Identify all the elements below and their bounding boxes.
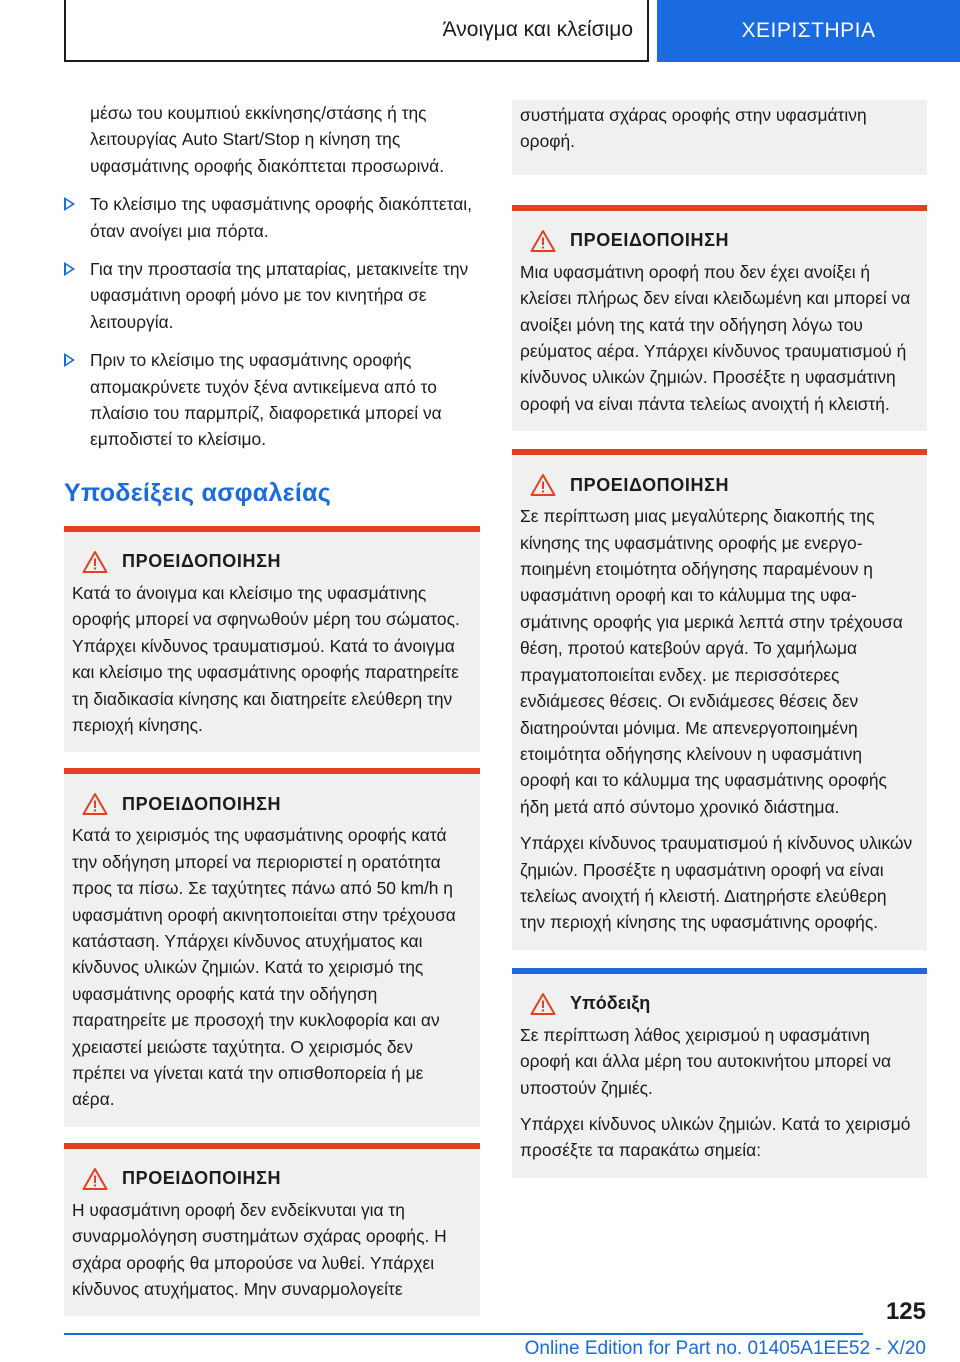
hint-triangle-icon [530, 992, 556, 1016]
header-chapter-tab[interactable] [657, 0, 960, 62]
list-item [64, 191, 480, 244]
warning-text: Η υφασμάτινη οροφή δεν ενδείκνυται για τη συναρμολόγηση συστημάτων σχάρας οροφής. Η σχάρα οροφής θα μπορούσε να λυθεί. Υπάρχει κίνδυνος ατυχήματος. Μην συναρμολογείτε [72, 1199, 447, 1299]
warning-continuation [512, 100, 927, 175]
warning-title: ΠΡΟΕΙΔΟΠΟΙΗΣΗ [122, 1168, 282, 1189]
warning-text: συστήματα σχάρας οροφής στην υφασμάτινη οροφή. [520, 105, 867, 152]
footer-divider [64, 1333, 863, 1335]
warning-triangle-icon [530, 473, 556, 497]
intro-paragraph: μέσω του κουμπιού εκκίνησης/στάσης ή της λειτουργίας Auto Start/Stop η κίνηση της υφασμάτινης οροφής διακόπτεται προσωρινά. [90, 103, 445, 176]
hint-header [520, 992, 915, 1016]
warning-box [512, 449, 927, 950]
warning-header [72, 792, 468, 816]
header-section-label: Άνοιγμα και κλείσιμο [442, 18, 633, 41]
warning-box [64, 526, 480, 752]
bullet-triangle-icon [64, 353, 75, 367]
warning-text: Κατά το χειρισμός της υφασμάτινης οροφής κατά την οδήγηση μπορεί να περιοριστεί η ορατότητα προς τα πίσω. Σε ταχύτητες πάνω από 50 km/h η υφασμάτινη οροφή ακινητοποιείται στην τρέχουσα κατάσταση. Υπάρχει κίνδυνος ατυχήματος και κίνδυνος υλικών ζημιών. Κατά το χειρισμό της υφασμάτινης οροφής κατά την οδήγηση παρατηρείτε με προσοχή την κυκλοφορία και αν χρειαστεί μειώστε ταχύτητα. Ο χειρισμός δεν πρέπει να γίνεται κατά την οπισθοπορεία ή με αέρα. [72, 825, 456, 1110]
hint-text: Υπάρχει κίνδυνος υλικών ζημιών. Κατά το χειρισμό προσέξτε τα παρακάτω σημεία: [520, 1113, 911, 1161]
warning-title: ΠΡΟΕΙΔΟΠΟΙΗΣΗ [122, 551, 282, 572]
warning-triangle-icon [82, 550, 108, 574]
warning-title: ΠΡΟΕΙΔΟΠΟΙΗΣΗ [122, 793, 282, 814]
warning-text: Σε περίπτωση μιας μεγαλύτερης διακοπής της κίνησης της υφασμάτινης οροφής με ενεργοποιημένη ετοιμότητα οδήγησης παραμένουν η υφασμάτινη οροφή και το κάλυμμα της υφασμάτινης οροφής για μερικά λεπτά στην τρέχουσα θέση, προτού κατεβούν αργά. Το χαμήλωμα πραγματοποιείται ενδεχ. με περισσότερες ενδιάμεσες θέσεις. Οι ενδιάμεσες θέσεις δεν διατηρούνται μόνιμα. Με απενεργοποιημένη ετοιμότητα οδήγησης κλείνουν η υφασμάτινη οροφή και το κάλυμμα της υφασμάτινης οροφής ήδη μετά από σύντομο χρονικό διάστημα. [520, 506, 903, 817]
warning-triangle-icon [82, 792, 108, 816]
warning-title: ΠΡΟΕΙΔΟΠΟΙΗΣΗ [570, 474, 730, 495]
hint-box [512, 968, 927, 1178]
warning-box [64, 768, 480, 1126]
warning-triangle-icon [530, 229, 556, 253]
hint-title: Υπόδειξη [570, 993, 651, 1014]
warning-title: ΠΡΟΕΙΔΟΠΟΙΗΣΗ [570, 230, 730, 251]
warning-box [512, 205, 927, 431]
warning-triangle-icon [82, 1167, 108, 1191]
warning-box [64, 1143, 480, 1317]
warning-header [72, 1167, 468, 1191]
list-item [64, 347, 480, 453]
list-item-text: Πριν το κλείσιμο της υφασμάτινης οροφής απομακρύνετε τυχόν ξένα αντικείμενα από το πλαίσιο του παρμπρίζ, διαφορετικά μπορεί να εμποδιστεί το κλείσιμο. [90, 350, 442, 450]
list-item-text: Για την προστασία της μπαταρίας, μετακινείτε την υφασμάτινη οροφή μόνο με τον κινητήρα σε λειτουργία. [90, 259, 469, 332]
bullet-triangle-icon [64, 197, 75, 211]
section-title: Υποδείξεις ασφαλείας [64, 478, 332, 507]
right-column [512, 100, 927, 1194]
warning-text: Κατά το άνοιγμα και κλείσιμο της υφασμάτινης οροφής μπορεί να σφηνωθούν μέρη του σώματος. Υπάρχει κίνδυνος τραυματισμού. Κατά το άνοιγμα και κλείσιμο της υφασμάτινης οροφής παρατηρείτε τη διαδικασία κίνησης και διατηρείτε ελεύθερη την περιοχή κίνησης. [72, 582, 460, 735]
footer-edition-text: Online Edition for Part no. 01405A1EE52 - X/20 [524, 1338, 926, 1359]
warning-header [520, 229, 915, 253]
bullet-triangle-icon [64, 262, 75, 276]
header-section-title [64, 0, 649, 62]
list-item-text: Το κλείσιμο της υφασμάτινης οροφής διακόπτεται, όταν ανοίγει μια πόρτα. [90, 194, 472, 241]
left-column [64, 100, 480, 1316]
page-number: 125 [885, 1298, 926, 1325]
warning-header [520, 473, 915, 497]
warning-text: Υπάρχει κίνδυνος τραυματισμού ή κίνδυνος υλικών ζημιών. Προσέξτε η υφασμάτινη οροφή να είναι τελείως ανοιχτή ή κλειστή. Διατηρήστε ελεύθερη την περιοχή κίνησης της υφασμάτινης οροφής. [520, 833, 913, 933]
hint-text: Σε περίπτωση λάθος χειρισμού η υφασμάτινη οροφή και άλλα μέρη του αυτοκινήτου μπορεί να υποστούν ζημιές. [520, 1024, 892, 1098]
list-item [64, 256, 480, 335]
warning-text: Μια υφασμάτινη οροφή που δεν έχει ανοίξει ή κλείσει πλήρως δεν είναι κλειδωμένη και μπορεί να ανοίξει μόνη της κατά την οδήγηση λόγω του ρεύματος αέρα. Υπάρχει κίνδυνος τραυματισμού ή κίνδυνος υλικών ζημιών. Προσέξτε η υφασμάτινη οροφή να είναι πάντα τελείως ανοιχτή ή κλειστή. [520, 261, 911, 414]
header-chapter-label: ΧΕΙΡΙΣΤΗΡΙΑ [741, 19, 876, 42]
warning-header [72, 550, 468, 574]
